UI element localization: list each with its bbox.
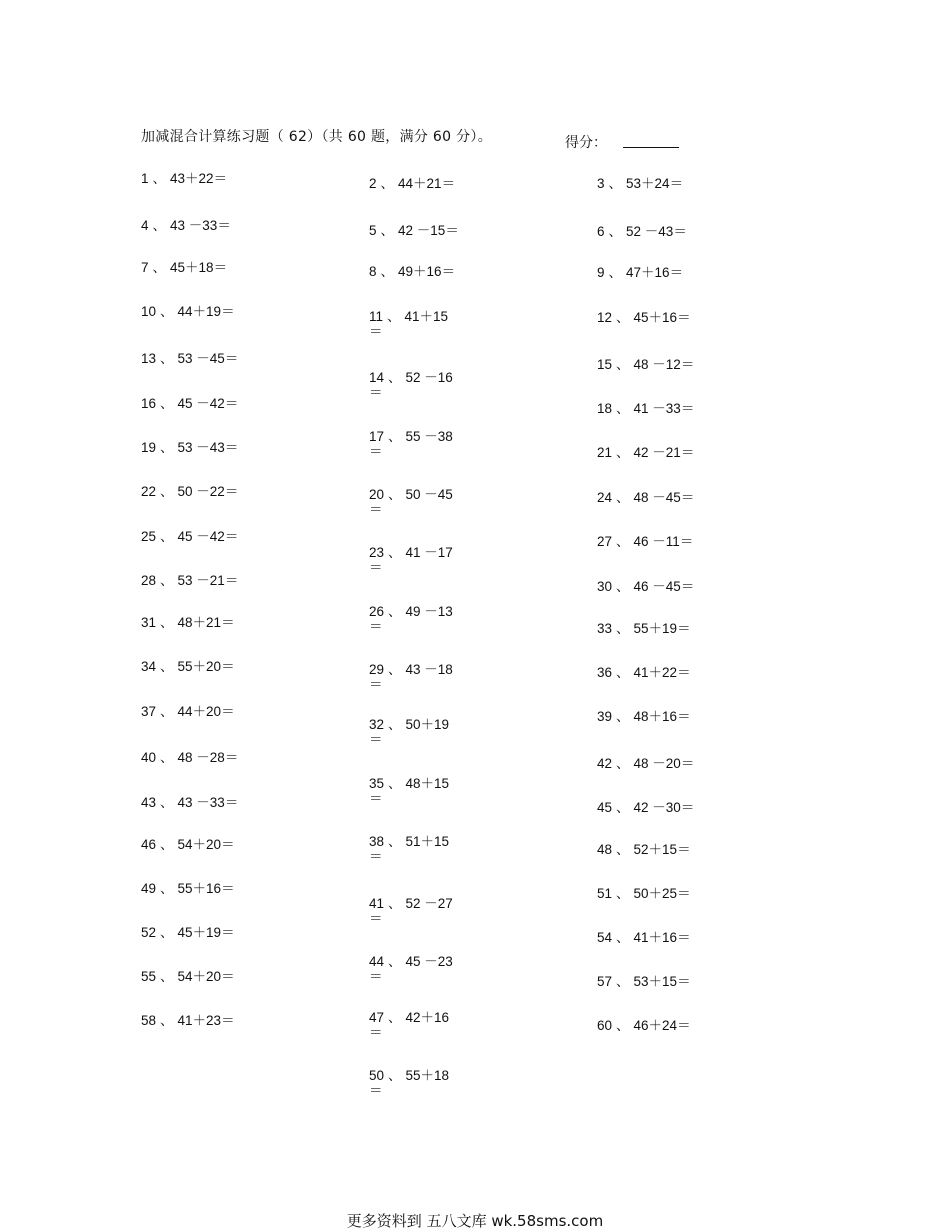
answer-blank[interactable]: ＝ [677,621,691,636]
problem-item [597,1018,691,1033]
problem-number: 49 [141,881,157,896]
problem-item [369,429,453,459]
problem-number: 52 [141,925,157,940]
problem-separator: 、 [616,842,630,857]
problem-number: 20 [369,487,385,502]
problem-expression: 52＋15 [633,842,678,857]
problem-separator: 、 [160,837,174,852]
problem-separator: 、 [160,925,174,940]
problem-expression: 44＋21 [398,176,442,191]
problem-separator: 、 [616,800,630,815]
answer-blank[interactable]: ＝ [441,176,456,191]
problem-separator: 、 [160,304,174,319]
problem-separator: 、 [616,756,630,771]
answer-blank[interactable]: ＝ [677,665,691,680]
problem-number: 13 [141,351,157,366]
problem-separator: 、 [388,896,402,911]
problem-number: 3 [597,176,605,191]
problem-number: 57 [597,974,613,989]
answer-blank[interactable]: ＝ [221,1013,235,1028]
problem-separator: 、 [160,881,174,896]
answer-blank[interactable]: ＝ [224,484,239,499]
problem-separator: 、 [388,834,402,849]
problem-separator: 、 [616,401,630,416]
answer-blank[interactable]: ＝ [224,440,239,455]
problem-separator: 、 [616,665,630,680]
problem-number: 46 [141,837,157,852]
problem-separator: 、 [388,429,402,444]
problem-number: 30 [597,579,613,594]
problem-separator: 、 [388,1068,402,1083]
problem-number: 27 [597,534,613,549]
answer-blank[interactable]: ＝ [369,502,383,517]
worksheet-title: 加减混合计算练习题（ 62）（共 60 题，满分 60 分）。 [141,129,492,145]
problem-separator: 、 [160,704,174,719]
problem-number: 1 [141,171,149,186]
problem-expression: 41＋16 [633,930,678,945]
problem-expression: 43 －33 [170,218,218,233]
problem-separator: 、 [616,709,630,724]
problem-number: 5 [369,223,377,238]
problem-expression: 41＋23 [177,1013,222,1028]
problem-number: 18 [597,401,613,416]
problem-separator: 、 [160,659,174,674]
problem-expression: 49＋16 [398,264,442,279]
problem-expression: 42 －21 [633,445,681,460]
problem-item [369,776,449,806]
answer-blank[interactable]: ＝ [680,756,695,771]
problem-separator: 、 [616,930,630,945]
problem-separator: 、 [388,545,402,560]
problem-item [141,795,238,810]
answer-blank[interactable]: ＝ [369,1083,383,1098]
problem-number: 21 [597,445,613,460]
problem-expression: 45＋18 [170,260,214,275]
problem-expression: 55＋20 [177,659,222,674]
problem-expression: 55＋16 [177,881,222,896]
problem-item [141,218,231,233]
answer-blank[interactable]: ＝ [677,842,691,857]
problem-number: 7 [141,260,149,275]
problem-number: 11 [369,309,384,324]
answer-blank[interactable]: ＝ [441,264,456,279]
answer-blank[interactable]: ＝ [669,176,684,191]
problem-number: 29 [369,662,385,677]
problem-item [597,490,694,505]
problem-separator: 、 [160,969,174,984]
score-blank-line[interactable] [623,147,679,148]
answer-blank[interactable]: ＝ [369,911,383,926]
problem-number: 17 [369,429,385,444]
answer-blank[interactable]: ＝ [677,930,691,945]
problem-item [597,665,691,680]
problem-item [141,750,238,765]
problem-item [141,260,227,275]
problem-expression: 48 －28 [177,750,225,765]
problem-item [369,176,455,191]
score-label: 得分： [565,135,607,151]
answer-blank[interactable]: ＝ [221,304,235,319]
problem-item [369,264,455,279]
problem-separator: 、 [160,1013,174,1028]
problem-expression: 50 －22 [177,484,225,499]
problem-number: 33 [597,621,613,636]
problem-separator: 、 [616,1018,630,1033]
problem-expression: 41 －17 [405,545,453,560]
problem-expression: 48 －45 [633,490,681,505]
answer-blank[interactable]: ＝ [677,974,691,989]
problem-separator: 、 [160,615,174,630]
answer-blank[interactable]: ＝ [224,573,239,588]
answer-blank[interactable]: ＝ [369,791,383,806]
problem-separator: 、 [380,176,395,191]
problem-item [369,487,453,517]
problem-number: 32 [369,717,385,732]
problem-number: 48 [597,842,613,857]
problem-separator: 、 [160,484,174,499]
problem-item [597,445,694,460]
answer-blank[interactable]: ＝ [680,401,695,416]
problem-number: 4 [141,218,149,233]
problem-expression: 41 －33 [633,401,681,416]
problem-item [597,756,694,771]
problem-expression: 53＋24 [626,176,670,191]
problem-number: 16 [141,396,157,411]
problem-item [597,310,691,325]
problem-number: 51 [597,886,613,901]
answer-blank[interactable]: ＝ [680,800,695,815]
problem-item [597,974,691,989]
answer-blank[interactable]: ＝ [669,265,684,280]
problem-number: 40 [141,750,157,765]
problem-expression: 53 －21 [177,573,225,588]
problem-separator: 、 [616,579,630,594]
problem-separator: 、 [616,974,630,989]
problem-item [369,717,449,747]
answer-blank[interactable]: ＝ [224,396,239,411]
problem-number: 25 [141,529,157,544]
problem-number: 8 [369,264,377,279]
problem-item [369,896,453,926]
answer-blank[interactable]: ＝ [679,534,694,549]
problem-item [369,1068,449,1098]
problem-expression: 48＋21 [177,615,222,630]
answer-blank[interactable]: ＝ [221,969,235,984]
problem-separator: 、 [616,357,630,372]
problem-item [369,223,459,238]
problem-expression: 45 －42 [177,396,225,411]
problem-number: 14 [369,370,385,385]
problem-expression: 44＋20 [177,704,222,719]
answer-blank[interactable]: ＝ [369,849,383,864]
problem-number: 22 [141,484,157,499]
answer-blank[interactable]: ＝ [677,709,691,724]
problem-separator: 、 [608,265,623,280]
answer-blank[interactable]: ＝ [369,385,383,400]
problem-expression: 48 －12 [633,357,681,372]
problem-item [141,881,235,896]
problem-number: 10 [141,304,157,319]
answer-blank[interactable]: ＝ [369,324,383,339]
answer-blank[interactable]: ＝ [680,579,695,594]
problem-expression: 45＋19 [177,925,222,940]
problem-item [141,396,238,411]
problem-item [597,357,694,372]
problem-expression: 46＋24 [633,1018,678,1033]
problem-number: 6 [597,224,605,239]
problem-number: 31 [141,615,157,630]
answer-blank[interactable]: ＝ [224,529,239,544]
problem-expression: 52 －16 [405,370,453,385]
problem-number: 24 [597,490,613,505]
problem-item [141,304,235,319]
problem-item [597,579,694,594]
problem-separator: 、 [160,396,174,411]
problem-item [141,440,238,455]
problem-separator: 、 [388,370,402,385]
problem-item [369,604,453,634]
problem-expression: 50＋25 [633,886,678,901]
problem-item [141,925,235,940]
problem-expression: 44＋19 [177,304,222,319]
problem-expression: 41＋15 [404,309,449,324]
problem-item [597,800,694,815]
problem-number: 47 [369,1010,385,1025]
problem-number: 45 [597,800,613,815]
problem-expression: 55＋18 [405,1068,450,1083]
footer-watermark: 更多资料到 五八文库 wk.58sms.com [346,1212,604,1230]
answer-blank[interactable]: ＝ [445,223,459,238]
answer-blank[interactable]: ＝ [677,310,691,325]
problem-item [141,969,235,984]
problem-separator: 、 [388,954,402,969]
problem-number: 58 [141,1013,157,1028]
problem-separator: 、 [380,264,395,279]
problem-number: 37 [141,704,157,719]
problem-item [141,171,227,186]
problem-number: 35 [369,776,385,791]
answer-blank[interactable]: ＝ [221,704,235,719]
problem-expression: 50＋19 [405,717,450,732]
problem-item [141,351,238,366]
problem-expression: 53 －43 [177,440,225,455]
problem-separator: 、 [616,621,630,636]
problem-expression: 41＋22 [633,665,678,680]
answer-blank[interactable]: ＝ [680,357,695,372]
problem-expression: 55＋19 [633,621,678,636]
problem-separator: 、 [160,795,174,810]
problem-separator: 、 [160,351,174,366]
problem-separator: 、 [160,750,174,765]
problem-number: 36 [597,665,613,680]
problem-expression: 48＋15 [405,776,450,791]
problem-number: 28 [141,573,157,588]
problem-expression: 45＋16 [633,310,678,325]
problem-number: 44 [369,954,385,969]
problem-separator: 、 [388,1010,402,1025]
problem-expression: 52 －43 [626,224,674,239]
problem-item [141,529,238,544]
problem-item [369,1010,449,1040]
problem-item [597,842,691,857]
problem-separator: 、 [380,223,395,238]
answer-blank[interactable]: ＝ [369,1025,383,1040]
problem-separator: 、 [608,224,623,239]
answer-blank[interactable]: ＝ [369,969,383,984]
problem-separator: 、 [388,776,402,791]
problem-expression: 53 －45 [177,351,225,366]
problem-number: 43 [141,795,157,810]
problem-separator: 、 [616,886,630,901]
problem-number: 34 [141,659,157,674]
problem-item [597,621,691,636]
problem-number: 23 [369,545,385,560]
answer-blank[interactable]: ＝ [224,351,239,366]
answer-blank[interactable]: ＝ [217,218,231,233]
problem-separator: 、 [387,309,401,324]
problem-expression: 45 －42 [177,529,225,544]
answer-blank[interactable]: ＝ [369,677,383,692]
problem-separator: 、 [388,487,402,502]
problem-expression: 45 －23 [405,954,453,969]
problem-number: 55 [141,969,157,984]
answer-blank[interactable]: ＝ [677,886,691,901]
answer-blank[interactable]: ＝ [680,490,695,505]
problem-separator: 、 [388,604,402,619]
problem-number: 26 [369,604,385,619]
problem-number: 54 [597,930,613,945]
problem-separator: 、 [152,171,167,186]
answer-blank[interactable]: ＝ [213,171,228,186]
problem-number: 60 [597,1018,613,1033]
problem-item [141,704,235,719]
answer-blank[interactable]: ＝ [369,732,383,747]
problem-number: 2 [369,176,377,191]
problem-expression: 54＋20 [177,969,222,984]
problem-item [597,930,691,945]
problem-expression: 47＋16 [626,265,670,280]
problem-number: 41 [369,896,385,911]
answer-blank[interactable]: ＝ [369,560,383,575]
problem-expression: 42 －30 [633,800,681,815]
answer-blank[interactable]: ＝ [369,619,383,634]
answer-blank[interactable]: ＝ [221,925,235,940]
problem-separator: 、 [160,440,174,455]
problem-item [597,176,683,191]
problem-number: 50 [369,1068,385,1083]
answer-blank[interactable]: ＝ [213,260,228,275]
problem-expression: 48 －20 [633,756,681,771]
problem-expression: 43＋22 [170,171,214,186]
problem-item [597,709,691,724]
problem-number: 38 [369,834,385,849]
problem-item [597,886,691,901]
problem-item [141,659,235,674]
problem-item [141,484,238,499]
problem-expression: 48＋16 [633,709,678,724]
problem-number: 12 [597,310,613,325]
problem-expression: 55 －38 [405,429,453,444]
problem-item [141,615,235,630]
problem-separator: 、 [616,534,630,549]
problem-separator: 、 [616,490,630,505]
problem-item [141,573,238,588]
problem-number: 42 [597,756,613,771]
answer-blank[interactable]: ＝ [221,837,235,852]
problem-expression: 53＋15 [633,974,678,989]
problem-separator: 、 [616,310,630,325]
problem-item [141,837,235,852]
problem-item [597,224,687,239]
problem-expression: 43 －18 [405,662,453,677]
problem-item [369,662,453,692]
answer-blank[interactable]: ＝ [224,795,239,810]
answer-blank[interactable]: ＝ [221,659,235,674]
problem-item [597,265,683,280]
problem-item [369,370,453,400]
problem-expression: 49 －13 [405,604,453,619]
problem-item [369,834,449,864]
problem-separator: 、 [160,573,174,588]
problem-item [369,545,453,575]
problem-separator: 、 [388,662,402,677]
problem-expression: 52 －27 [405,896,453,911]
problem-separator: 、 [160,529,174,544]
problem-expression: 46 －11 [633,534,680,549]
problem-item [369,309,448,339]
problem-expression: 42＋16 [405,1010,450,1025]
answer-blank[interactable]: ＝ [677,1018,691,1033]
problem-number: 9 [597,265,605,280]
problem-separator: 、 [616,445,630,460]
answer-blank[interactable]: ＝ [221,881,235,896]
problem-expression: 50 －45 [405,487,453,502]
problem-item [141,1013,235,1028]
answer-blank[interactable]: ＝ [224,750,239,765]
problem-separator: 、 [152,260,167,275]
problem-item [597,401,694,416]
problem-expression: 46 －45 [633,579,681,594]
answer-blank[interactable]: ＝ [369,444,383,459]
answer-blank[interactable]: ＝ [221,615,235,630]
answer-blank[interactable]: ＝ [673,224,687,239]
answer-blank[interactable]: ＝ [680,445,695,460]
problem-separator: 、 [152,218,167,233]
problem-expression: 43 －33 [177,795,225,810]
problem-expression: 54＋20 [177,837,222,852]
problem-number: 15 [597,357,613,372]
problem-item [369,954,453,984]
problem-number: 39 [597,709,613,724]
problem-number: 19 [141,440,157,455]
problem-expression: 51＋15 [405,834,450,849]
problem-separator: 、 [388,717,402,732]
problem-item [597,534,693,549]
problem-expression: 42 －15 [398,223,446,238]
problem-separator: 、 [608,176,623,191]
